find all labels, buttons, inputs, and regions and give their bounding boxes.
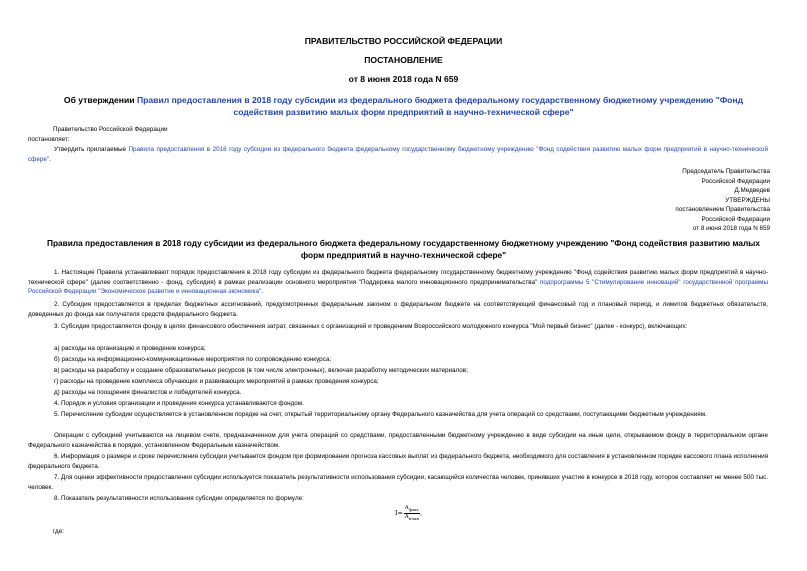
paragraph-7: 7. Для оценки эффективности предоставления субсидии используется показатель результативности использования субсидии, касающийся количества человек, принявших участие в конкурсе в 2018 году, которое составляет не менее 500 тыс. человек. [28, 474, 768, 491]
doc-date-number: от 8 июня 2018 года N 659 [348, 74, 459, 84]
paragraph-3: 3. Субсидия предоставляется фонду в целях финансового обеспечения затрат, связанных с организацией и проведением Всероссийского молодежного конкурса "Мой первый бизнес" (далее - конкурс), включающих: [54, 323, 688, 330]
document-title-prefix: Об утверждении [63, 95, 137, 105]
approved-line-4: от 8 июня 2018 года N 659 [692, 225, 770, 232]
paragraph-1-text: 1. Настоящие Правила устанавливают порядок предоставления в 2018 году субсидии из федерального бюджета федеральному государственному бюджетному учреждению "Фонд содействия развитию малых форм предприятий в научно-технической сфере" (далее соответственно - фонд, субсидия) в рамках реализации основного мероприятия "Поддержка малого инновационного предпринимательства" [28, 269, 768, 286]
paragraph-2: 2. Субсидия предоставляется в пределах бюджетных ассигнований, предусмотренных федеральным законом о федеральном бюджете на соответствующий финансовый год и плановый период, и лимитов бюджетных обязательств, доведенных до фонда как получателя средств федерального бюджета. [28, 301, 768, 318]
item-d: д) расходы на поощрения финалистов и победителей конкурса. [54, 389, 242, 396]
paragraph-5b: Операции с субсидией учитываются на лицевом счете, предназначенном для учета операций со средствами, предоставленными бюджетному учреждению в виде субсидии на иные цели, открываемом фонду в территориальном органе Федерального казначейства в порядке, установленном Федеральным казначейством. [28, 432, 768, 449]
paragraph-5: 5. Перечисление субсидии осуществляется в установленном порядке на счет, открытый территориальному органу Федерального казначейства для учета операций со средствами, поступающими бюджетным учреждениям. [54, 411, 707, 418]
doc-type-heading: ПОСТАНОВЛЕНИЕ [364, 55, 443, 65]
preamble-line-2: постановляет: [28, 136, 70, 143]
government-heading: ПРАВИТЕЛЬСТВО РОССИЙСКОЙ ФЕДЕРАЦИИ [304, 36, 503, 46]
formula-denominator [404, 514, 420, 522]
item-v: в) расходы на разработку и создание образовательных ресурсов (в том числе электронных), включая разработку методических материалов; [54, 367, 468, 374]
item-a: а) расходы на организацию и проведение конкурса; [54, 345, 206, 352]
signature-block [675, 167, 770, 234]
subprogram-link[interactable]: подпрограммы 5 "Стимулирование инноваций" государственной программы Российской Федерации "Экономическое развитие и инновационная экономика" [28, 278, 768, 295]
formula-den-sub: план [408, 516, 419, 522]
formula-tail: , [419, 510, 422, 518]
approved-line-2: постановлением Правительства [675, 206, 770, 213]
paragraph-8: 8. Показатель результативности использования субсидии определяется по формуле: [54, 495, 304, 502]
signature-line-3: Д.Медведев [734, 187, 770, 194]
where-label: где: [53, 528, 64, 535]
formula-num-symbol: A [404, 505, 409, 511]
approve-paragraph [28, 145, 768, 164]
paragraph-4: 4. Порядок и условия организации и проведения конкурса устанавливаются фондом. [54, 400, 304, 407]
formula-fraction [404, 505, 420, 522]
approve-prefix: Утвердить прилагаемые [54, 146, 129, 153]
approve-rules-link[interactable]: Правила предоставления в 2018 году субсидии из федерального бюджета федеральному государственному бюджетному учреждению "Фонд содействия развитию малых форм предприятий в научно-технической сфере" [28, 146, 768, 163]
paragraph-6: 6. Информация о размере и сроке перечисления субсидии учитывается фондом при формировании прогноза кассовых выплат из федерального бюджета, необходимого для составления в установленном порядке кассового плана исполнения федерального бюджета. [28, 453, 768, 470]
item-g: г) расходы на проведение комплекса обучающих и развивающих мероприятий в рамках проведения конкурса; [54, 378, 379, 385]
signature-line-2: Российской Федерации [701, 177, 770, 185]
formula-den-symbol: A [404, 514, 409, 521]
approved-line-1: УТВЕРЖДЕНЫ [725, 196, 770, 204]
item-b: б) расходы на информационно-коммуникационные мероприятия по сопровождению конкурса; [54, 356, 332, 363]
paragraph-1 [28, 268, 768, 297]
formula-lhs: I= [395, 510, 403, 518]
formula-numerator [404, 505, 420, 514]
rules-title: Правила предоставления в 2018 году субсидии из федерального бюджета федеральному государственному бюджетному учреждению "Фонд содействия развитию малых форм предприятий в научно-технической сфере" [47, 238, 760, 260]
formula-num-sub: факт [408, 507, 419, 513]
approved-line-3: Российской Федерации [701, 215, 770, 223]
formula [395, 505, 422, 522]
paragraph-1-end: . [261, 288, 263, 295]
rules-link[interactable]: Правил предоставления в 2018 году субсидии из федерального бюджета федеральному государственному бюджетному учреждению "Фонд содействия развитию малых форм предприятий в научно-технической сфере" [136, 95, 744, 117]
signature-line-1: Председатель Правительства [682, 168, 770, 175]
document-title [40, 94, 767, 118]
preamble-line-1: Правительство Российской Федерации [53, 126, 168, 133]
approve-suffix: . [49, 155, 51, 163]
